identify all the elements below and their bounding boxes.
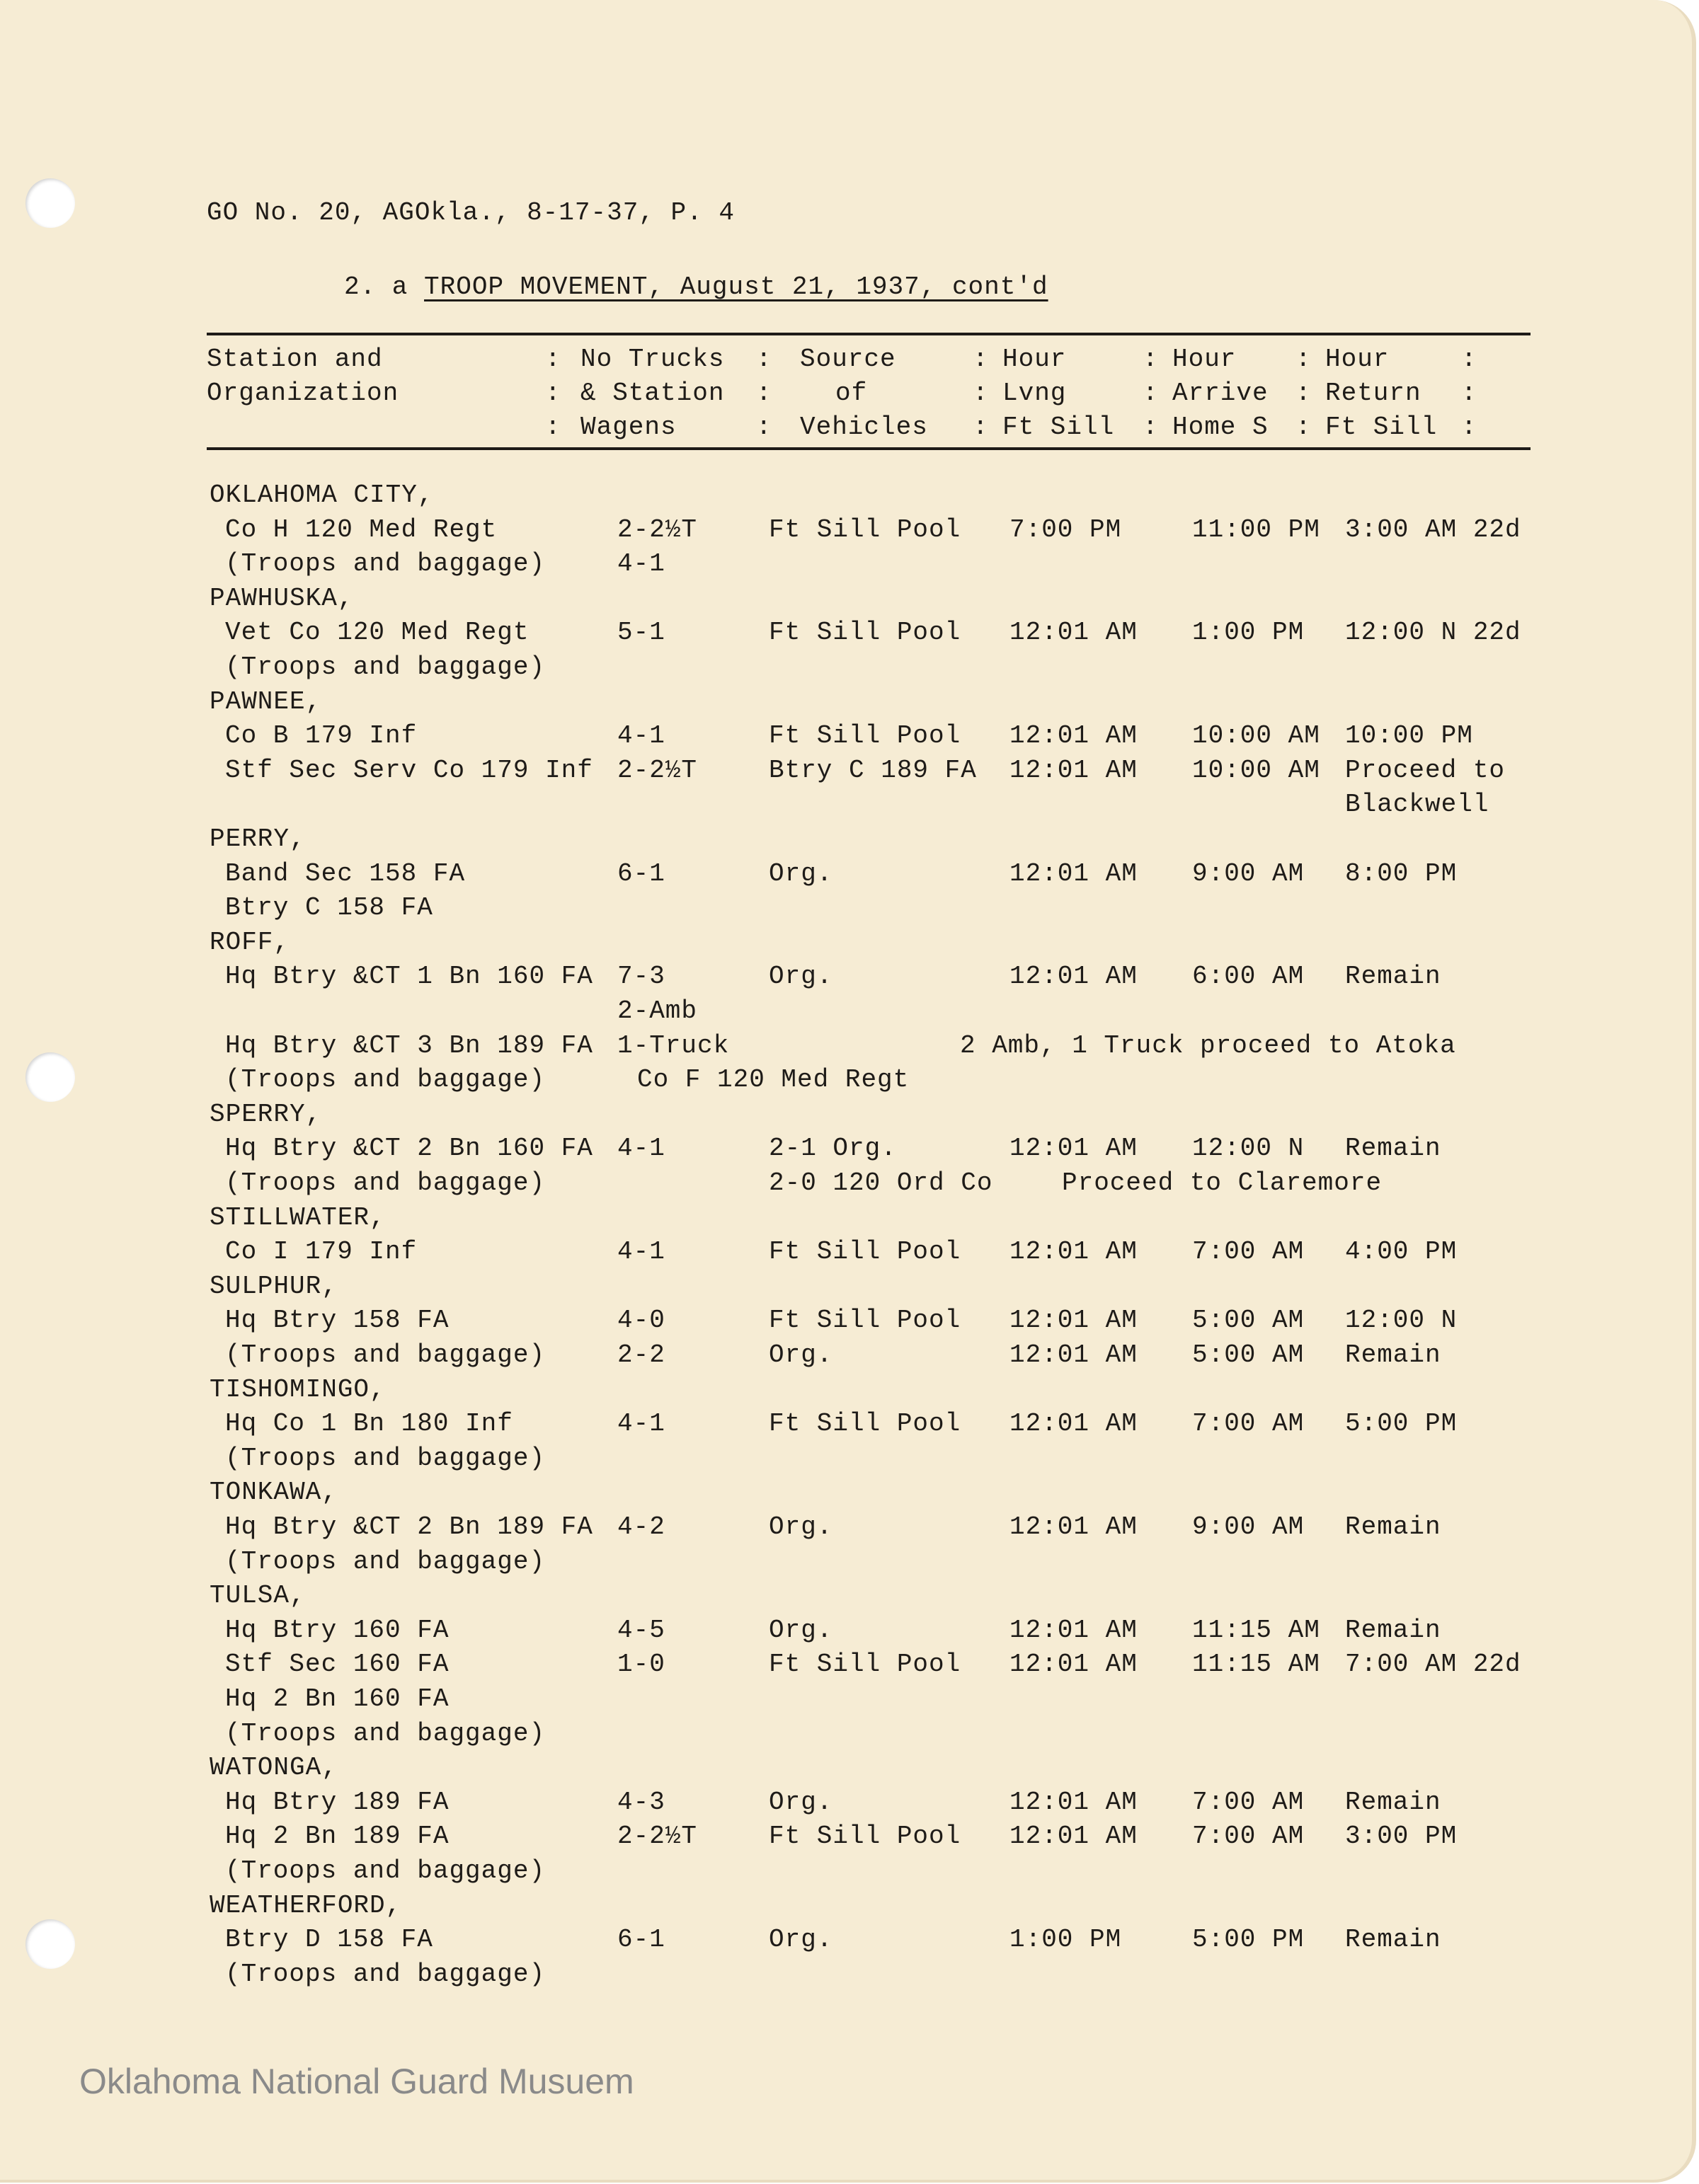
cell-hour-leaving: 7:00 PM [1009,515,1122,544]
cell-organization: (Troops and baggage) [225,1168,546,1197]
column-colon: : [1295,345,1312,374]
cell-hour-leaving: 12:01 AM [1009,721,1138,751]
cell-trucks: 2-2½T [617,1822,698,1851]
cell-organization: ROFF, [210,927,290,957]
column-colon: : [545,379,561,408]
cell-hour-leaving: 12:01 AM [1009,1409,1138,1439]
header-return-1: Hour [1325,345,1390,374]
cell-organization: Stf Sec Serv Co 179 Inf [225,755,593,785]
cell-organization: Hq Btry &CT 2 Bn 189 FA [225,1512,593,1541]
cell-trucks: 7-3 [617,962,665,992]
cell-organization: Vet Co 120 Med Regt [225,618,530,648]
cell-organization: Hq Co 1 Bn 180 Inf [225,1409,513,1439]
cell-trucks: 6-1 [617,1925,665,1955]
cell-source: Ft Sill Pool [769,515,961,544]
cell-organization: PAWNEE, [210,686,322,716]
binder-hole-middle [25,1052,75,1102]
cell-hour-arrive: 9:00 AM [1192,858,1305,888]
cell-hour-arrive: 11:15 AM [1192,1615,1320,1645]
header-lvng-2: Lvng [1002,379,1067,408]
cell-organization: Hq 2 Bn 189 FA [225,1822,450,1851]
cell-hour-leaving: 12:01 AM [1009,962,1138,992]
cell-source: Ft Sill Pool [769,1409,961,1439]
cell-hour-leaving: 12:01 AM [1009,1822,1138,1851]
binder-hole-bottom [25,1919,75,1969]
cell-trucks: 1-0 [617,1650,665,1679]
museum-watermark: Oklahoma National Guard Musuem [79,2062,634,2101]
column-colon: : [756,379,772,408]
cell-organization: (Troops and baggage) [225,1065,546,1095]
cell-organization: PERRY, [210,824,306,854]
table-header-rule [207,447,1531,450]
cell-organization: Hq 2 Bn 160 FA [225,1684,450,1713]
cell-source: Ft Sill Pool [769,1822,961,1851]
cell-trucks: 5-1 [617,618,665,648]
cell-organization: Btry D 158 FA [225,1925,433,1955]
cell-organization: Co I 179 Inf [225,1237,418,1267]
cell-hour-leaving: 12:01 AM [1009,618,1138,648]
column-colon: : [973,413,989,442]
cell-trucks: 4-1 [617,1237,665,1267]
cell-hour-leaving: 12:01 AM [1009,1615,1138,1645]
column-colon: : [1295,413,1312,442]
cell-hour-arrive: 7:00 AM [1192,1237,1305,1267]
cell-source: Ft Sill Pool [769,1237,961,1267]
cell-hour-arrive: 10:00 AM [1192,755,1320,785]
section-title: TROOP MOVEMENT, August 21, 1937, cont'd [424,272,1048,301]
cell-hour-return: 12:00 N 22d [1345,618,1521,648]
cell-source: Ft Sill Pool [769,1650,961,1679]
cell-hour-return: Remain [1345,1134,1441,1163]
cell-hour-leaving: 1:00 PM [1009,1925,1122,1955]
cell-organization: Hq Btry &CT 2 Bn 160 FA [225,1134,593,1163]
header-source-1: Source [800,345,896,374]
cell-hour-arrive: 1:00 PM [1192,618,1305,648]
binder-hole-top [25,178,75,228]
cell-hour-return: Remain [1345,1925,1441,1955]
header-source-2: of [835,379,868,408]
cell-trucks: 2-2 [617,1340,665,1369]
cell-organization: Hq Btry 158 FA [225,1306,450,1335]
cell-organization: (Troops and baggage) [225,1959,546,1989]
cell-hour-return: Remain [1345,1787,1441,1817]
cell-hour-return: 5:00 PM [1345,1409,1458,1439]
cell-hour-leaving: 12:01 AM [1009,858,1138,888]
cell-organization: OKLAHOMA CITY, [210,481,434,510]
cell-hour-return: 12:00 N [1345,1306,1458,1335]
table-top-rule [207,333,1531,335]
column-colon: : [545,413,561,442]
cell-hour-return: Remain [1345,962,1441,992]
cell-hour-arrive: 9:00 AM [1192,1512,1305,1541]
cell-trucks: 4-1 [617,721,665,751]
header-arrive-3: Home S [1172,413,1269,442]
column-colon: : [1461,413,1477,442]
cell-organization: Hq Btry 160 FA [225,1615,450,1645]
cell-source: Org. [769,1925,833,1955]
cell-organization: Btry C 158 FA [225,893,433,923]
cell-organization: Hq Btry &CT 3 Bn 189 FA [225,1030,593,1060]
column-colon: : [973,345,989,374]
cell-hour-leaving: Proceed to Claremore [1062,1168,1383,1197]
cell-organization: (Troops and baggage) [225,1718,546,1748]
document-reference: GO No. 20, AGOkla., 8-17-37, P. 4 [207,198,735,227]
header-source-3: Vehicles [800,413,928,442]
cell-hour-leaving: 12:01 AM [1009,1512,1138,1541]
cell-source: Ft Sill Pool [769,1306,961,1335]
section-heading [344,272,1048,301]
header-arrive-2: Arrive [1172,379,1269,408]
column-colon: : [1461,379,1477,408]
column-colon: : [756,413,772,442]
cell-hour-leaving: 12:01 AM [1009,1787,1138,1817]
cell-trucks: 4-0 [617,1306,665,1335]
cell-hour-return: 3:00 PM [1345,1822,1458,1851]
cell-source: Ft Sill Pool [769,618,961,648]
cell-trucks: 4-1 [617,1134,665,1163]
cell-hour-leaving: 12:01 AM [1009,1237,1138,1267]
cell-organization: WATONGA, [210,1753,338,1783]
cell-organization: Band Sec 158 FA [225,858,466,888]
cell-hour-leaving: 12:01 AM [1009,1306,1138,1335]
column-colon: : [545,345,561,374]
cell-source: Btry C 189 FA [769,755,977,785]
cell-trucks: 2-2½T [617,515,698,544]
cell-source: Ft Sill Pool [769,721,961,751]
cell-hour-arrive: 5:00 PM [1192,1925,1305,1955]
header-station-1: Station and [207,345,383,374]
cell-hour-return: 3:00 AM 22d [1345,515,1521,544]
cell-organization: SULPHUR, [210,1271,338,1301]
column-colon: : [1461,345,1477,374]
cell-source: Org. [769,858,833,888]
cell-hour-return: 10:00 PM [1345,721,1473,751]
cell-hour-arrive: 7:00 AM [1192,1409,1305,1439]
cell-organization: (Troops and baggage) [225,1856,546,1885]
cell-organization: TONKAWA, [210,1478,338,1507]
cell-trucks: 2-2½T [617,755,698,785]
cell-trucks: 4-1 [617,549,665,579]
cell-organization: Co B 179 Inf [225,721,418,751]
cell-organization: (Troops and baggage) [225,653,546,682]
cell-organization: Hq Btry &CT 1 Bn 160 FA [225,962,593,992]
column-colon: : [973,379,989,408]
cell-trucks: Co F 120 Med Regt [637,1065,910,1095]
cell-organization: (Troops and baggage) [225,1546,546,1576]
header-lvng-1: Hour [1002,345,1067,374]
cell-hour-return: Remain [1345,1340,1441,1369]
cell-source: Org. [769,962,833,992]
cell-hour-leaving: 12:01 AM [1009,1134,1138,1163]
cell-hour-arrive: 5:00 AM [1192,1340,1305,1369]
cell-trucks: 4-3 [617,1787,665,1817]
cell-hour-arrive: 7:00 AM [1192,1822,1305,1851]
cell-organization: SPERRY, [210,1099,322,1129]
cell-hour-arrive: 12:00 N [1192,1134,1305,1163]
cell-hour-arrive: 11:15 AM [1192,1650,1320,1679]
cell-source: 2-1 Org. [769,1134,897,1163]
cell-hour-return: Proceed to [1345,755,1506,785]
cell-trucks: 4-1 [617,1409,665,1439]
header-return-3: Ft Sill [1325,413,1438,442]
cell-hour-leaving: 12:01 AM [1009,755,1138,785]
cell-trucks: 2-Amb [617,996,698,1025]
column-colon: : [1143,345,1159,374]
cell-organization: (Troops and baggage) [225,549,546,579]
cell-trucks: 6-1 [617,858,665,888]
cell-organization: Stf Sec 160 FA [225,1650,450,1679]
cell-hour-leaving: 2 Amb, 1 Truck proceed to Atoka [960,1030,1456,1060]
cell-hour-arrive: 7:00 AM [1192,1787,1305,1817]
cell-hour-return: Remain [1345,1512,1441,1541]
cell-hour-leaving: 12:01 AM [1009,1650,1138,1679]
column-colon: : [1143,379,1159,408]
cell-hour-arrive: 5:00 AM [1192,1306,1305,1335]
cell-source: Org. [769,1340,833,1369]
cell-organization: WEATHERFORD, [210,1890,402,1920]
cell-organization: PAWHUSKA, [210,583,354,613]
cell-source: Org. [769,1615,833,1645]
header-arrive-1: Hour [1172,345,1237,374]
cell-source: 2-0 120 Ord Co [769,1168,993,1197]
header-station-2: Organization [207,379,399,408]
cell-hour-arrive: 11:00 PM [1192,515,1320,544]
cell-hour-leaving: 12:01 AM [1009,1340,1138,1369]
header-trucks-2: & Station [580,379,725,408]
column-colon: : [1295,379,1312,408]
cell-organization: Hq Btry 189 FA [225,1787,450,1817]
header-return-2: Return [1325,379,1421,408]
header-lvng-3: Ft Sill [1002,413,1115,442]
cell-organization: (Troops and baggage) [225,1340,546,1369]
cell-organization: Co H 120 Med Regt [225,515,498,544]
cell-hour-return: 7:00 AM 22d [1345,1650,1521,1679]
header-trucks-1: No Trucks [580,345,725,374]
cell-hour-arrive: 10:00 AM [1192,721,1320,751]
cell-hour-return: 8:00 PM [1345,858,1458,888]
cell-source: Org. [769,1787,833,1817]
cell-source: Org. [769,1512,833,1541]
cell-hour-return: Blackwell [1345,790,1489,820]
cell-organization: TULSA, [210,1581,306,1611]
cell-organization: TISHOMINGO, [210,1374,386,1404]
cell-organization: (Troops and baggage) [225,1443,546,1473]
cell-hour-return: 4:00 PM [1345,1237,1458,1267]
cell-trucks: 1-Truck [617,1030,730,1060]
cell-trucks: 4-2 [617,1512,665,1541]
column-colon: : [756,345,772,374]
paragraph-number: 2. a [344,272,408,301]
header-trucks-3: Wagens [580,413,677,442]
cell-hour-arrive: 6:00 AM [1192,962,1305,992]
cell-hour-return: Remain [1345,1615,1441,1645]
cell-trucks: 4-5 [617,1615,665,1645]
cell-organization: STILLWATER, [210,1202,386,1232]
column-colon: : [1143,413,1159,442]
